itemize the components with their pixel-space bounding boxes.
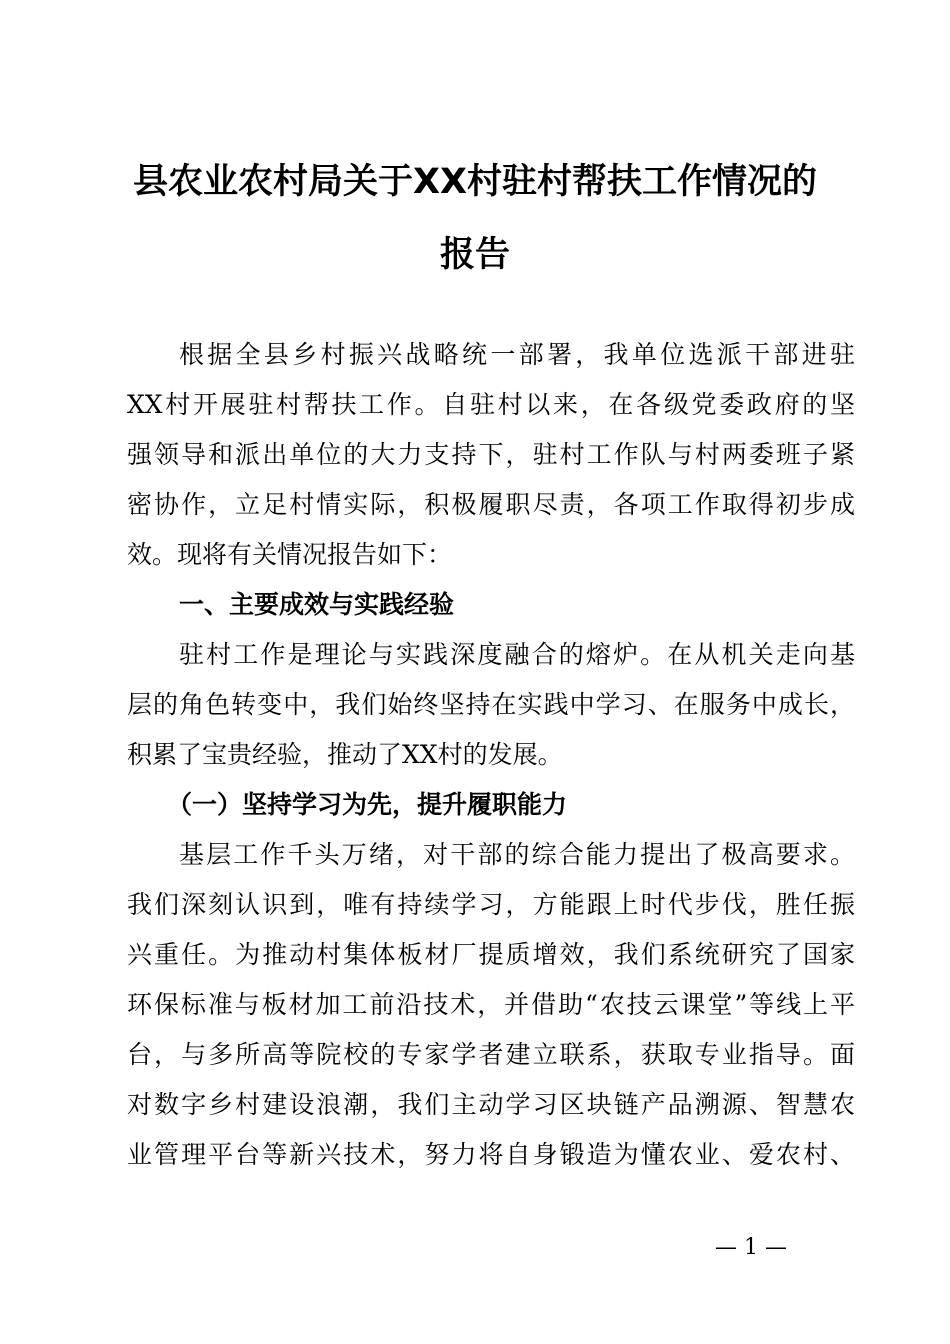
paragraph-line: 密协作，立足村情实际，积极履职尽责，各项工作取得初步成 [127,490,855,519]
paragraph-line: 根据全县乡村振兴战略统一部署，我单位选派干部进驻 [179,340,855,369]
page-number: — 1 — [715,1235,787,1260]
paragraph-line: 层的角色转变中，我们始终坚持在实践中学习、在服务中成长， [127,690,855,719]
document-title [100,146,850,292]
subsection-heading: （一）坚持学习为先，提升履职能力 [167,790,568,819]
title-line: 报告 [439,235,510,275]
paragraph-line: 环保标准与板材加工前沿技术，并借助“农技云课堂”等线上平 [127,990,855,1019]
paragraph-line: 基层工作千头万绪，对干部的综合能力提出了极高要求。 [179,840,855,869]
section-heading: 一、主要成效与实践经验 [179,590,455,619]
paragraph-line: 我们深刻认识到，唯有持续学习，方能跟上时代步伐，胜任振 [127,890,855,919]
paragraph-line: XX村开展驻村帮扶工作。自驻村以来，在各级党委政府的坚 [127,390,855,419]
title-line: 县农业农村局关于XX村驻村帮扶工作情况的 [133,162,817,202]
paragraph-line: 业管理平台等新兴技术，努力将自身锻造为懂农业、爱农村、 [127,1140,855,1169]
paragraph-line: 效。现将有关情况报告如下： [127,540,453,569]
paragraph-line: 强领导和派出单位的大力支持下，驻村工作队与村两委班子紧 [127,440,855,469]
paragraph-line: 对数字乡村建设浪潮，我们主动学习区块链产品溯源、智慧农 [127,1090,855,1119]
document-body [127,330,855,1180]
paragraph-line: 积累了宝贵经验，推动了XX村的发展。 [127,740,563,769]
paragraph-line: 驻村工作是理论与实践深度融合的熔炉。在从机关走向基 [179,640,855,669]
paragraph-line: 台，与多所高等院校的专家学者建立联系，获取专业指导。面 [127,1040,855,1069]
paragraph-line: 兴重任。为推动村集体板材厂提质增效，我们系统研究了国家 [127,940,855,969]
